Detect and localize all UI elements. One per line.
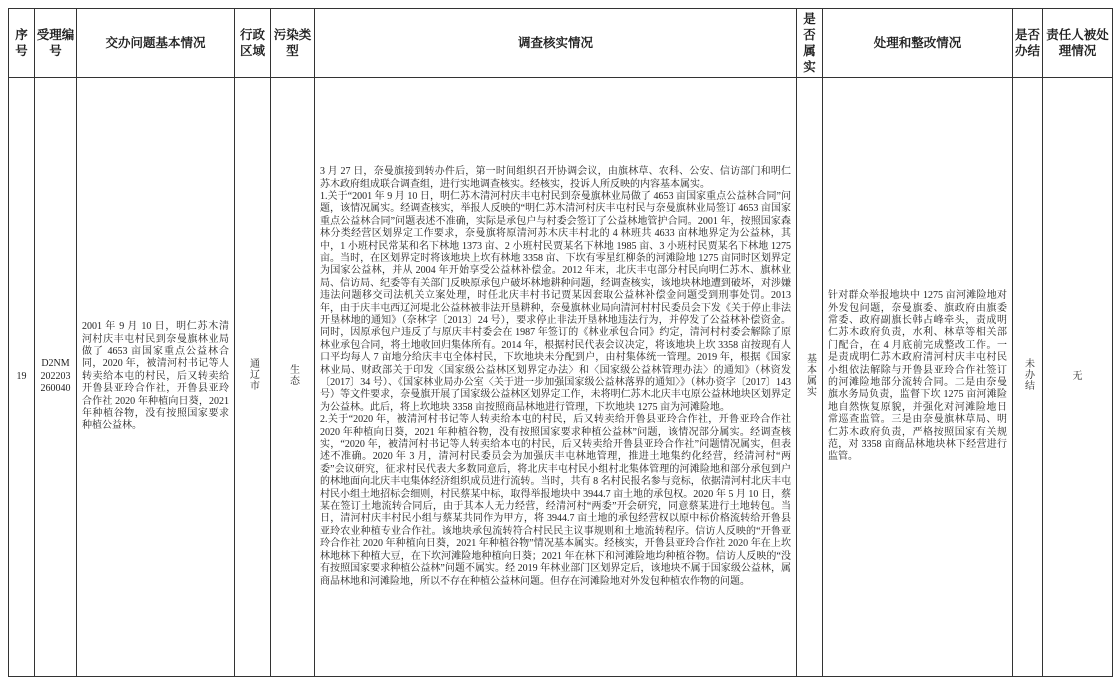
inspection-report-table bbox=[8, 8, 1113, 677]
col-header-pollution-type: 污染类型 bbox=[271, 9, 315, 78]
cell-region bbox=[235, 78, 271, 677]
col-header-punishment: 责任人被处理情况 bbox=[1043, 9, 1113, 78]
cell-seq: 19 bbox=[9, 78, 35, 677]
col-header-verified: 是否属实 bbox=[797, 9, 823, 78]
cell-problem bbox=[77, 78, 235, 677]
verified-text: 基本属实 bbox=[804, 352, 816, 397]
cell-pollution-type bbox=[271, 78, 315, 677]
cell-punishment: 无 bbox=[1043, 78, 1113, 677]
cell-case-no bbox=[35, 78, 77, 677]
col-header-case-no: 受理编号 bbox=[35, 9, 77, 78]
concluded-text: 未办结 bbox=[1022, 358, 1034, 392]
investigation-paragraph: 3 月 27 日，奈曼旗接到转办件后，第一时间组织召开协调会议，由旗林草、农科、公安、信访部门和明仁苏木政府组成联合调查组，进行实地调查核实。经核实，投诉人所反映的内容基本属实。 bbox=[320, 166, 791, 190]
header-row bbox=[9, 9, 1113, 78]
investigation-paragraph: 1.关于“2001 年 9 月 10 日，明仁苏木清河村庆丰屯村民到奈曼旗林业局做了 4653 亩国家重点公益林合同”问题，该情况属实。经调查核实，举报人反映的“明仁苏木清河村庆丰屯村民与奈曼旗林业局签订 4653 亩国家重点公益林合同”问题表述不准确，实际是承包户与村委会签订了公益林地管护合同。2001 年，按照国家森林分类经营区划界定工作要求，奈曼旗将原清河苏木庆丰村北的 4 林班共 4633 亩林地界定为公益林，其中，1 小班村民常某和名下林地 1373 亩、2 小班村民贾某名下林地 1985 亩、3 小班村民贾某名下林地 1275 亩。当时，在区划界定时将该地块上坎有林地 3358 亩、下坎有零星红柳条的河滩险地 1275 亩同时区划界定为国家公益林，并从 2004 年开始享受公益林补偿金。2012 年末，北庆丰屯部分村民向明仁苏木、旗林业局、信访局、纪委等有关部门反映原承包户破坏林地耕种问题，经调查核实，该地块林地遭到破坏，对涉嫌违法问题移交司法机关立案处理，时任北庆丰村书记贾某因套取公益林补偿金问题受到刑事处罚。2013 年，由于庆丰屯西辽河堤北公益林被非法开垦耕种，奈曼旗林业局向清河村村民委员会下发《关于停止非法开垦林地的通知》（奈林字〔2013〕24 号），要求停止非法开垦林地违法行为，并停发了公益林补偿资金。同时，因原承包户违反了与原庆丰村委会在 1987 年签订的《林业承包合同》约定，清河村村委会解除了原林业承包合同，将土地收回归集体所有。2014 年，根据村民代表会议决定，将该地块上坎 3358 亩按现有人口平均每人 7 亩地分给庆丰屯全体村民，下坎地块未分配到户，由村集体统一管理。2019 年，根据《国家林业局、财政部关于印发〈国家级公益林区划界定办法〉和〈国家级公益林管理办法〉的通知》（林资发〔2017〕34 号）、《国家林业局办公室〈关于进一步加强国家级公益林落界的通知〉》（林办资字〔2017〕143 号）等文件要求，奈曼旗开展了国家级公益林区划界定工作，未将明仁苏木北庆丰屯原公益林地块区划界定为公益林。此后，将上坎地块 3358 亩按照商品林地进行管理，下坎地块 1275 亩为河滩险地。 bbox=[320, 190, 791, 413]
case-number: D2NM202203260040 bbox=[40, 358, 71, 395]
region-text: 通辽市 bbox=[247, 358, 259, 392]
pollution-type-text: 生态 bbox=[287, 363, 299, 386]
col-header-seq: 序号 bbox=[9, 9, 35, 78]
problem-text: 2001 年 9 月 10 日，明仁苏木清河村庆丰屯村民到奈曼旗林业局做了 4653 亩国家重点公益林合同，2020 年，被清河村书记等人转卖给本屯的村民，后又转卖给开鲁县亚玲合作社，开鲁县亚玲合作社 2020 年种植向日葵，2021 年种植谷物，没有按照国家要求种植公益林。 bbox=[82, 321, 229, 432]
cell-investigation bbox=[315, 78, 797, 677]
col-header-concluded: 是否办结 bbox=[1013, 9, 1043, 78]
rectification-text: 针对群众举报地块中 1275 亩河滩险地对外发包问题，奈曼旗委、旗政府由旗委常委、政府副旗长韩占峰牵头，责成明仁苏木政府负责，水利、林草等相关部门配合，在 4 月底前完成整改工作。一是责成明仁苏木政府清河村庆丰屯村民小组依法解除与开鲁县亚玲合作社签订的河滩险地部分流转合同。二是由奈曼旗水务局负责，监督下坎 1275 亩河滩险地自然恢复原貌，并强化对河滩险地日常巡查监管。三是由奈曼旗林草局、明仁苏木政府负责，严格按照国家有关规范，对 3358 亩商品林地块林下经营进行监管。 bbox=[828, 290, 1007, 463]
investigation-paragraph: 2.关于“2020 年，被清河村书记等人转卖给本屯的村民，后又转卖给开鲁县亚玲合作社，开鲁亚玲合作社 2020 年种植向日葵，2021 年种植谷物，没有按照国家要求种植公益林”问题，该情况部分属实。经调查核实，“2020 年，被清河村书记等人转卖给本屯的村民，后又转卖给开鲁县亚玲合作社”问题情况属实，但表述不准确。2020 年 3 月，清河村民委员会为加强庆丰屯林地管理，推进土地集约化经营，经清河村“两委”会议研究，征求村民代表大多数同意后，将北庆丰屯村民小组村北集体管理的河滩险地和部分承包到户的林地面向北庆丰屯集体经济组织成员进行流转。当时，共有 8 名村民报名参与竞标，依据清河村北庆丰屯村民小组土地招标会细则，村民蔡某中标，取得举报地块中 3944.7 亩土地的承包权。2020 年 5 月 10 日，蔡某在签订土地流转合同后，由于其本人无力经营，经清河村“两委”开会研究，同意蔡某进行土地转包。当日，清河村庆丰村民小组与蔡某共同作为甲方，将 3944.7 亩土地的承包经营权以原中标价格流转给开鲁县亚玲农业种植专业合作社。该地块承包流转符合村民民主议事规则和土地流转程序。信访人反映的“开鲁亚玲合作社 2020 年种植向日葵，2021 年种植谷物”情况基本属实。经核实，开鲁县亚玲合作社 2020 年在上坎林地林下种植大豆，在下坎河滩险地种植向日葵；2021 年在林下和河滩险地均种植谷物。信访人反映的“没有按照国家要求种植公益林”问题不属实。经 2019 年林业部门区划界定后，该地块不属于国家级公益林，属商品林地和河滩险地，所以不存在种植公益林问题。但存在河滩险地对外发包种植农作物的问题。 bbox=[320, 414, 791, 587]
cell-rectification bbox=[823, 78, 1013, 677]
table-row bbox=[9, 78, 1113, 677]
col-header-investigation: 调查核实情况 bbox=[315, 9, 797, 78]
col-header-region: 行政区域 bbox=[235, 9, 271, 78]
col-header-rectification: 处理和整改情况 bbox=[823, 9, 1013, 78]
col-header-problem: 交办问题基本情况 bbox=[77, 9, 235, 78]
cell-concluded bbox=[1013, 78, 1043, 677]
cell-verified bbox=[797, 78, 823, 677]
